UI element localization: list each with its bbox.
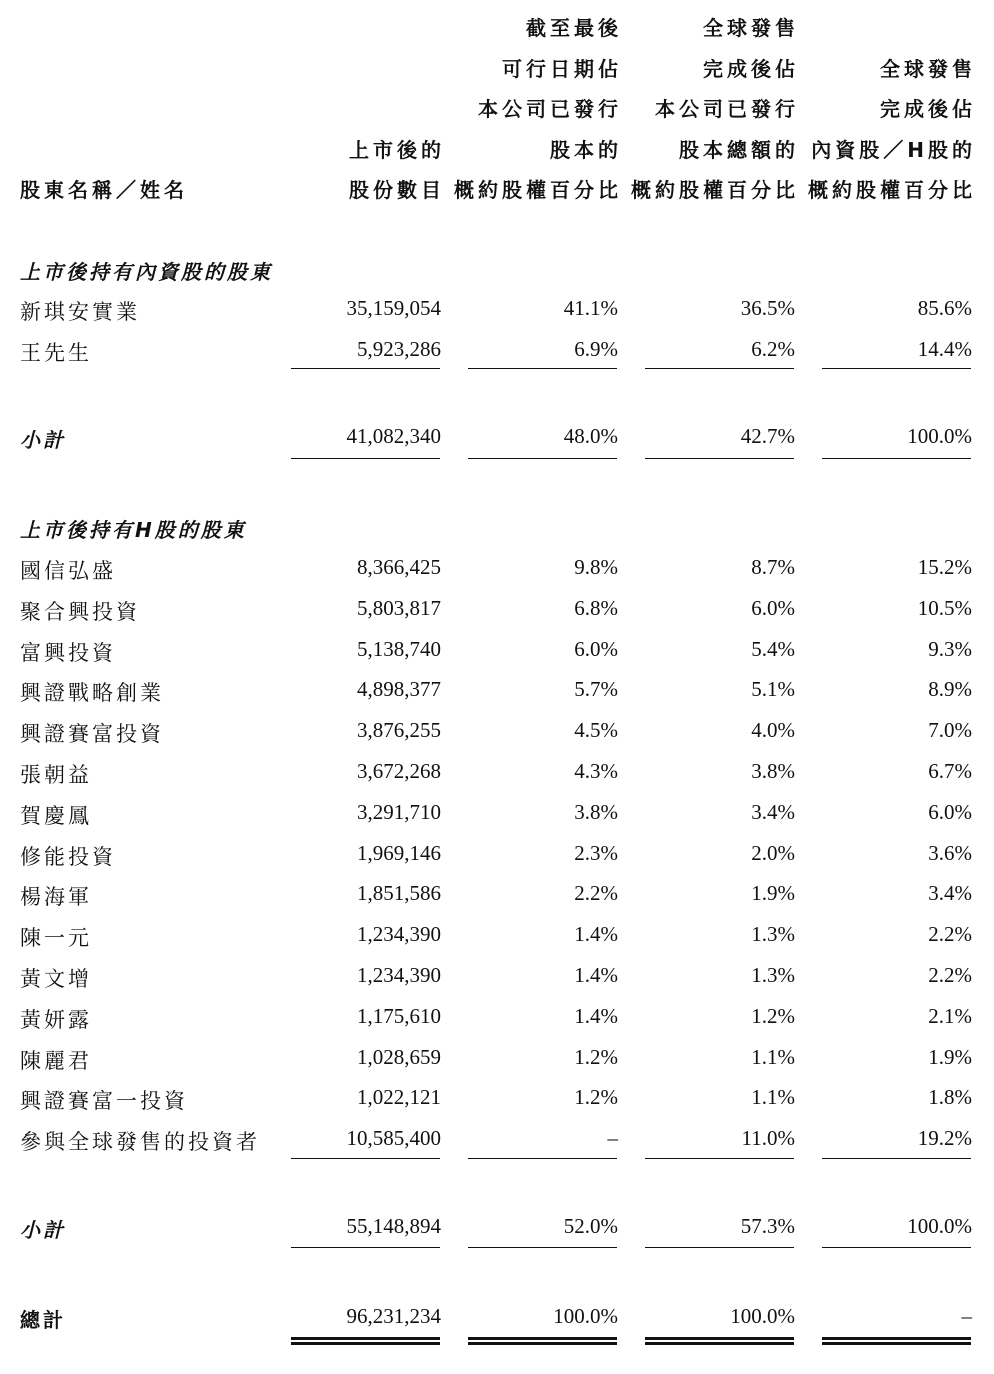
shares-count: 1,175,610	[357, 1003, 441, 1028]
table-row	[0, 1085, 994, 1115]
pct-before: 6.9%	[574, 336, 618, 361]
pct-after: 1.3%	[751, 922, 795, 947]
shares-count: 5,138,740	[357, 636, 441, 661]
pct-before: 6.0%	[574, 636, 618, 661]
header-col3-line: 本公司已發行	[655, 97, 799, 121]
rule	[822, 1158, 971, 1159]
shares-count: 10,585,400	[346, 1126, 441, 1151]
rule	[468, 1158, 617, 1159]
double-rule	[291, 1337, 440, 1345]
table-row	[0, 596, 994, 626]
shareholder-name: 張朝益	[20, 763, 92, 787]
pct-after: 5.4%	[751, 636, 795, 661]
table-row	[0, 922, 994, 952]
shareholder-name: 聚合興投資	[20, 599, 140, 624]
header-col2-line: 概約股權百分比	[454, 178, 622, 202]
pct-before: 5.7%	[574, 677, 618, 702]
double-rule	[822, 1337, 971, 1345]
pct-after: 36.5%	[740, 296, 795, 320]
shares-count: 1,851,586	[357, 881, 441, 906]
header-col4-line: 全球發售	[880, 56, 976, 81]
subtotal-pct-before: 48.0%	[563, 424, 618, 448]
section-title-h-shares: 上市後持有H股的股東	[20, 518, 247, 542]
pct-class: 19.2%	[917, 1126, 972, 1151]
pct-before: 1.2%	[574, 1085, 618, 1110]
table-row	[0, 881, 994, 911]
table-row	[0, 337, 994, 367]
pct-class: 9.3%	[928, 636, 972, 661]
double-rule	[645, 1337, 794, 1345]
header-col3-line: 股本總額的	[679, 137, 799, 162]
pct-before: 4.5%	[574, 718, 618, 743]
rule	[291, 1158, 440, 1159]
table-row	[0, 677, 994, 707]
rule	[645, 458, 794, 459]
pct-before: 1.4%	[574, 1003, 618, 1028]
rule	[468, 458, 617, 459]
rule	[468, 1247, 617, 1248]
shares-count: 1,969,146	[357, 840, 441, 865]
pct-after: 8.7%	[751, 555, 795, 579]
pct-after: 1.9%	[751, 881, 795, 906]
subtotal-label: 小計	[20, 1218, 66, 1242]
pct-after: 5.1%	[751, 677, 795, 702]
header-col1-line: 股份數目	[349, 178, 445, 202]
total-pct-before: 100.0%	[553, 1304, 618, 1328]
shareholder-name: 黃妍露	[20, 1007, 92, 1032]
pct-class: 3.4%	[928, 881, 972, 906]
shares-count: 5,923,286	[357, 336, 441, 361]
subtotal-label: 小計	[20, 428, 66, 452]
subtotal-shares: 55,148,894	[346, 1214, 441, 1238]
pct-class: 6.0%	[928, 799, 972, 824]
total-pct-after: 100.0%	[730, 1304, 795, 1328]
table-row	[0, 1045, 994, 1075]
shareholder-name: 修能投資	[20, 844, 116, 869]
total-shares: 96,231,234	[346, 1304, 441, 1328]
pct-class: 14.4%	[917, 336, 972, 361]
shareholder-name: 陳麗君	[20, 1048, 92, 1073]
table-row	[0, 1004, 994, 1034]
rule	[645, 1158, 794, 1159]
shares-count: 35,159,054	[346, 296, 441, 320]
shares-count: 3,876,255	[357, 718, 441, 743]
table-row	[0, 1126, 994, 1156]
pct-after: 11.0%	[741, 1126, 795, 1151]
pct-after: 3.8%	[751, 759, 795, 783]
subtotal-row-domestic	[0, 424, 994, 454]
pct-class: 2.2%	[928, 922, 972, 947]
rule	[822, 458, 971, 459]
pct-before: 2.2%	[574, 881, 618, 906]
pct-class: 1.9%	[928, 1044, 972, 1069]
table-row	[0, 759, 994, 789]
shareholder-name: 新琪安實業	[20, 300, 140, 324]
subtotal-row-h-shares	[0, 1214, 994, 1244]
pct-before: 9.8%	[574, 555, 618, 579]
pct-class: 1.8%	[928, 1085, 972, 1110]
pct-after: 1.1%	[751, 1085, 795, 1110]
rule	[822, 1247, 971, 1248]
pct-after: 3.4%	[751, 799, 795, 824]
total-row	[0, 1304, 994, 1334]
pct-before: 2.3%	[574, 840, 618, 865]
header-col2-line: 股本的	[550, 137, 622, 162]
pct-class: 2.2%	[928, 963, 972, 987]
header-col2-line: 可行日期佔	[502, 56, 622, 81]
shares-count: 1,028,659	[357, 1044, 441, 1069]
pct-after: 2.0%	[751, 840, 795, 865]
pct-before: 6.8%	[574, 595, 618, 620]
shares-count: 1,234,390	[357, 963, 441, 987]
pct-class: 2.1%	[928, 1003, 972, 1028]
rule	[645, 1247, 794, 1248]
pct-class: 15.2%	[917, 555, 972, 579]
pct-after: 6.0%	[751, 595, 795, 620]
shareholder-name: 國信弘盛	[20, 559, 116, 583]
header-col2-line: 本公司已發行	[478, 97, 622, 121]
shareholder-name: 黃文增	[20, 967, 92, 991]
rule	[291, 458, 440, 459]
shares-count: 8,366,425	[357, 555, 441, 579]
total-label: 總計	[20, 1308, 66, 1332]
section-title-domestic: 上市後持有內資股的股東	[20, 260, 273, 284]
shareholder-name: 參與全球發售的投資者	[20, 1130, 260, 1155]
shareholder-name: 賀慶鳳	[20, 803, 92, 828]
table-row	[0, 800, 994, 830]
shareholder-name: 楊海軍	[20, 885, 92, 910]
shares-count: 1,022,121	[357, 1085, 441, 1110]
table-row	[0, 841, 994, 871]
pct-class: 10.5%	[917, 595, 972, 620]
header-col3-line: 全球發售	[703, 16, 799, 40]
subtotal-pct-after: 42.7%	[740, 424, 795, 448]
subtotal-pct-class: 100.0%	[907, 424, 972, 448]
shares-count: 3,672,268	[357, 759, 441, 783]
table-row	[0, 637, 994, 667]
subtotal-pct-after: 57.3%	[740, 1214, 795, 1238]
table-row	[0, 296, 994, 326]
pct-before: 4.3%	[574, 759, 618, 783]
pct-after: 1.3%	[751, 963, 795, 987]
header-col4-line: 內資股／H股的	[811, 137, 976, 162]
shareholder-name: 興證戰略創業	[20, 681, 164, 706]
rule	[291, 368, 440, 369]
table-row	[0, 555, 994, 585]
header-col4-line: 概約股權百分比	[808, 178, 976, 202]
header-col3-line: 概約股權百分比	[631, 178, 799, 202]
rule	[291, 1247, 440, 1248]
shareholder-name: 王先生	[20, 340, 92, 365]
pct-before: 41.1%	[563, 296, 618, 320]
table-row	[0, 963, 994, 993]
shares-count: 5,803,817	[357, 595, 441, 620]
header-col3-line: 完成後佔	[703, 56, 799, 81]
pct-after: 1.1%	[751, 1044, 795, 1069]
subtotal-pct-class: 100.0%	[907, 1214, 972, 1238]
pct-after: 4.0%	[751, 718, 795, 743]
header-col1-line: 上市後的	[349, 137, 445, 162]
pct-before: 3.8%	[574, 799, 618, 824]
rule	[645, 368, 794, 369]
pct-class: 7.0%	[928, 718, 972, 743]
header-col2-line: 截至最後	[526, 16, 622, 40]
shareholder-name: 興證賽富投資	[20, 722, 164, 747]
pct-before: 1.2%	[574, 1044, 618, 1069]
shareholder-name: 富興投資	[20, 640, 116, 665]
pct-class: 6.7%	[928, 759, 972, 783]
pct-class: 85.6%	[917, 296, 972, 320]
double-rule	[468, 1337, 617, 1345]
table-row	[0, 718, 994, 748]
pct-before: –	[607, 1126, 618, 1151]
total-pct-class: –	[961, 1304, 972, 1328]
pct-before: 1.4%	[574, 922, 618, 947]
rule	[822, 368, 971, 369]
header-col4-line: 完成後佔	[880, 97, 976, 121]
shareholder-name: 陳一元	[20, 926, 92, 951]
rule	[468, 368, 617, 369]
shareholder-name: 興證賽富一投資	[20, 1089, 188, 1114]
pct-after: 6.2%	[751, 336, 795, 361]
shares-count: 4,898,377	[357, 677, 441, 702]
subtotal-pct-before: 52.0%	[563, 1214, 618, 1238]
subtotal-shares: 41,082,340	[346, 424, 441, 448]
shares-count: 3,291,710	[357, 799, 441, 824]
pct-class: 3.6%	[928, 840, 972, 865]
pct-after: 1.2%	[751, 1003, 795, 1028]
header-col0-line: 股東名稱／姓名	[20, 178, 188, 202]
pct-class: 8.9%	[928, 677, 972, 702]
pct-before: 1.4%	[574, 963, 618, 987]
shares-count: 1,234,390	[357, 922, 441, 947]
